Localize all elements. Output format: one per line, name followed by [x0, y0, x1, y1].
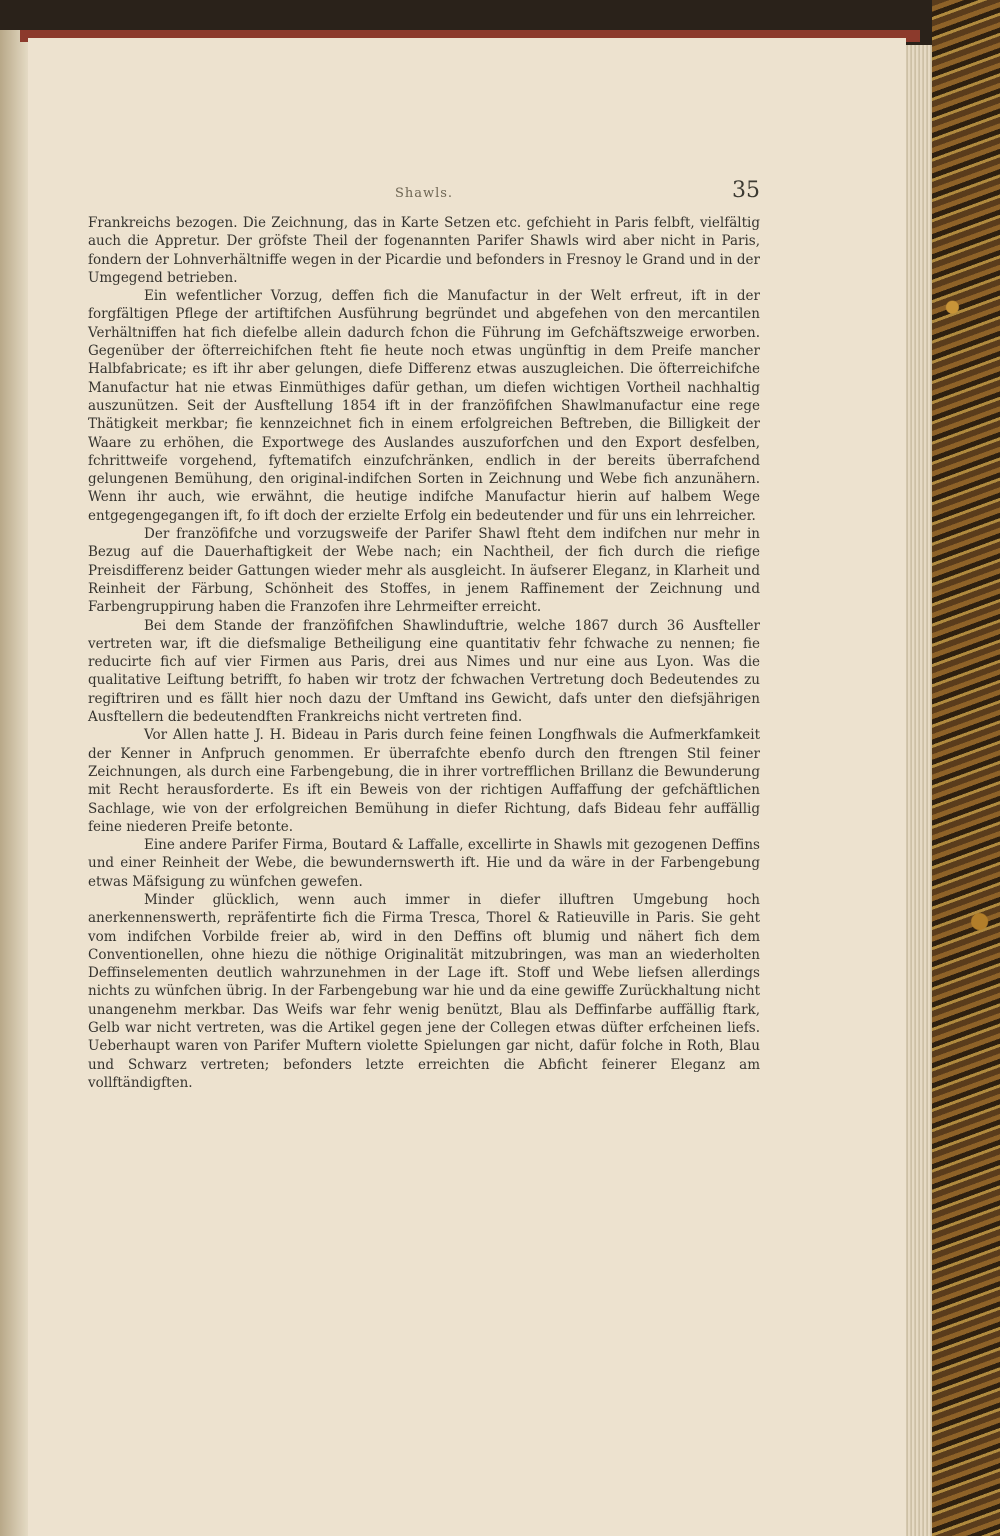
paragraph: Ein wefentlicher Vorzug, deffen fich die Manufactur in der Welt erfreut, ift in der forgfältigen Pflege der artiftifchen Ausführung begründet und abgefehen von den mercantilen Verhältniffen hat fich diefelbe allein dadurch fchon die Führung im Gefchäftszweige erworben. Gegenüber der öfterreichifchen fteht fie heute noch etwas ungünftig in dem Preife mancher Halbfabricate; es ift ihr aber gelungen, diefe Differenz etwas auszugleichen. Die öfterreichifche Manufactur hat nie etwas Einmüthiges dafür gethan, um diefen wichtigen Vortheil nachhaltig auszunützen. Seit der Ausftellung 1854 ift in der franzöfifchen Shawlmanufactur eine rege Thätigkeit merkbar; fie kennzeichnet fich in einem erfolgreichen Beftreben, die Billigkeit der Waare zu erhöhen, die Exportwege des Auslandes auszuforfchen und den Export desfelben, fchrittweife vorgehend, fyftematifch einzufchränken, endlich in der bereits überrafchend gelungenen Bemühung, den original-indifchen Sorten in Zeichnung und Webe fich anzunähern. Wenn ihr auch, wie erwähnt, die heutige indifche Manufactur hierin auf halbem Wege entgegengegangen ift, fo ift doch der erzielte Erfolg ein bedeutender und für uns ein lehrreicher. — [88, 288, 760, 524]
paragraph: Minder glücklich, wenn auch immer in diefer illuftren Umgebung hoch anerkennenswerth, repräfentirte fich die Firma Tresca, Thorel & Ratieuville in Paris. Sie geht vom indifchen Vorbilde freier ab, wird in den Deffins oft blumig und nähert fich dem Conventionellen, ohne hiezu die nöthige Originalität mitzubringen, was man an wiederholten Deffinselementen deutlich wahrzunehmen in der Lage ift. Stoff und Webe liefsen allerdings nichts zu wünfchen übrig. In der Farbengebung war hie und da eine gewiffe Zurückhaltung nicht unangenehm merkbar. Das Weifs war fehr wenig benützt, Blau als Deffinfarbe auffällig ftark, Gelb war nicht vertreten, was die Artikel gegen jene der Collegen etwas düfter erfcheinen liefs. Ueberhaupt waren von Parifer Muftern violette Spielungen gar nicht, dafür folche in Roth, Blau und Schwarz vertreten; befonders letzte erreichten die Abficht feinerer Eleganz am vollftändigften. — [88, 891, 760, 1091]
body-text — [88, 214, 760, 1092]
paragraph: Vor Allen hatte J. H. Bideau in Paris durch feine feinen Longfhwals die Aufmerkfamkeit der Kenner in Anfpruch genommen. Er überrafchte ebenfo durch den ftrengen Stil feiner Zeichnungen, als durch eine Farbengebung, die in ihrer vortrefflichen Brillanz die Bewunderung mit Recht herausforderte. Es ift ein Beweis von der richtigen Auffaffung der gefchäftlichen Sachlage, wie von der erfolgreichen Bemühung in diefer Richtung, dafs Bideau fehr auffällig feine niederen Preife betonte. — [88, 727, 760, 835]
paragraph: Der franzöfifche und vorzugsweife der Parifer Shawl fteht dem indifchen nur mehr in Bezug auf die Dauerhaftigkeit der Webe nach; ein Nachtheil, der fich durch die riefige Preisdifferenz beider Gattungen wieder mehr als ausgleicht. In äufserer Eleganz, in Klarheit und Reinheit der Färbung, Schönheit des Stoffes, in jenem Raffinement der Zeichnung und Farbengruppirung haben die Franzofen ihre Lehrmeifter erreicht. — [88, 526, 760, 616]
marbled-cover — [932, 0, 1000, 1536]
paragraph: Frankreichs bezogen. Die Zeichnung, das in Karte Setzen etc. gefchieht in Paris felbft, vielfältig auch die Appretur. Der gröfste Theil der fogenannten Parifer Shawls wird aber nicht in Paris, fondern der Lohnverhältniffe wegen in der Picardie und befonders in Fresnoy le Grand und in der Umgegend betrieben. — [88, 215, 760, 286]
paragraph: Eine andere Parifer Firma, Boutard & Laffalle, excellirte in Shawls mit gezogenen Deffins und einer Reinheit der Webe, die bewundernswerth ift. Hie und da wäre in der Farbengebung etwas Mäfsigung zu wünfchen gewefen. — [88, 837, 760, 890]
facing-page-edge — [0, 30, 28, 1536]
paragraph: Bei dem Stande der franzöfifchen Shawlinduftrie, welche 1867 durch 36 Ausfteller vertreten war, ift die diefsmalige Betheiligung eine quantitativ fehr fchwache zu nennen; fie reducirte fich auf vier Firmen aus Paris, drei aus Nimes und nur eine aus Lyon. Was die qualitative Leiftung betrifft, fo haben wir trotz der fchwachen Vertretung doch Bedeutendes zu regiftriren und es fällt hier noch dazu der Umftand ins Gewicht, dafs unter den diefsjährigen Ausftellern die bedeutendften Frankreichs nicht vertreten find. — [88, 617, 760, 726]
page-number: 35 — [732, 178, 760, 203]
running-title: Shawls. — [394, 186, 454, 201]
page-header — [88, 180, 760, 204]
